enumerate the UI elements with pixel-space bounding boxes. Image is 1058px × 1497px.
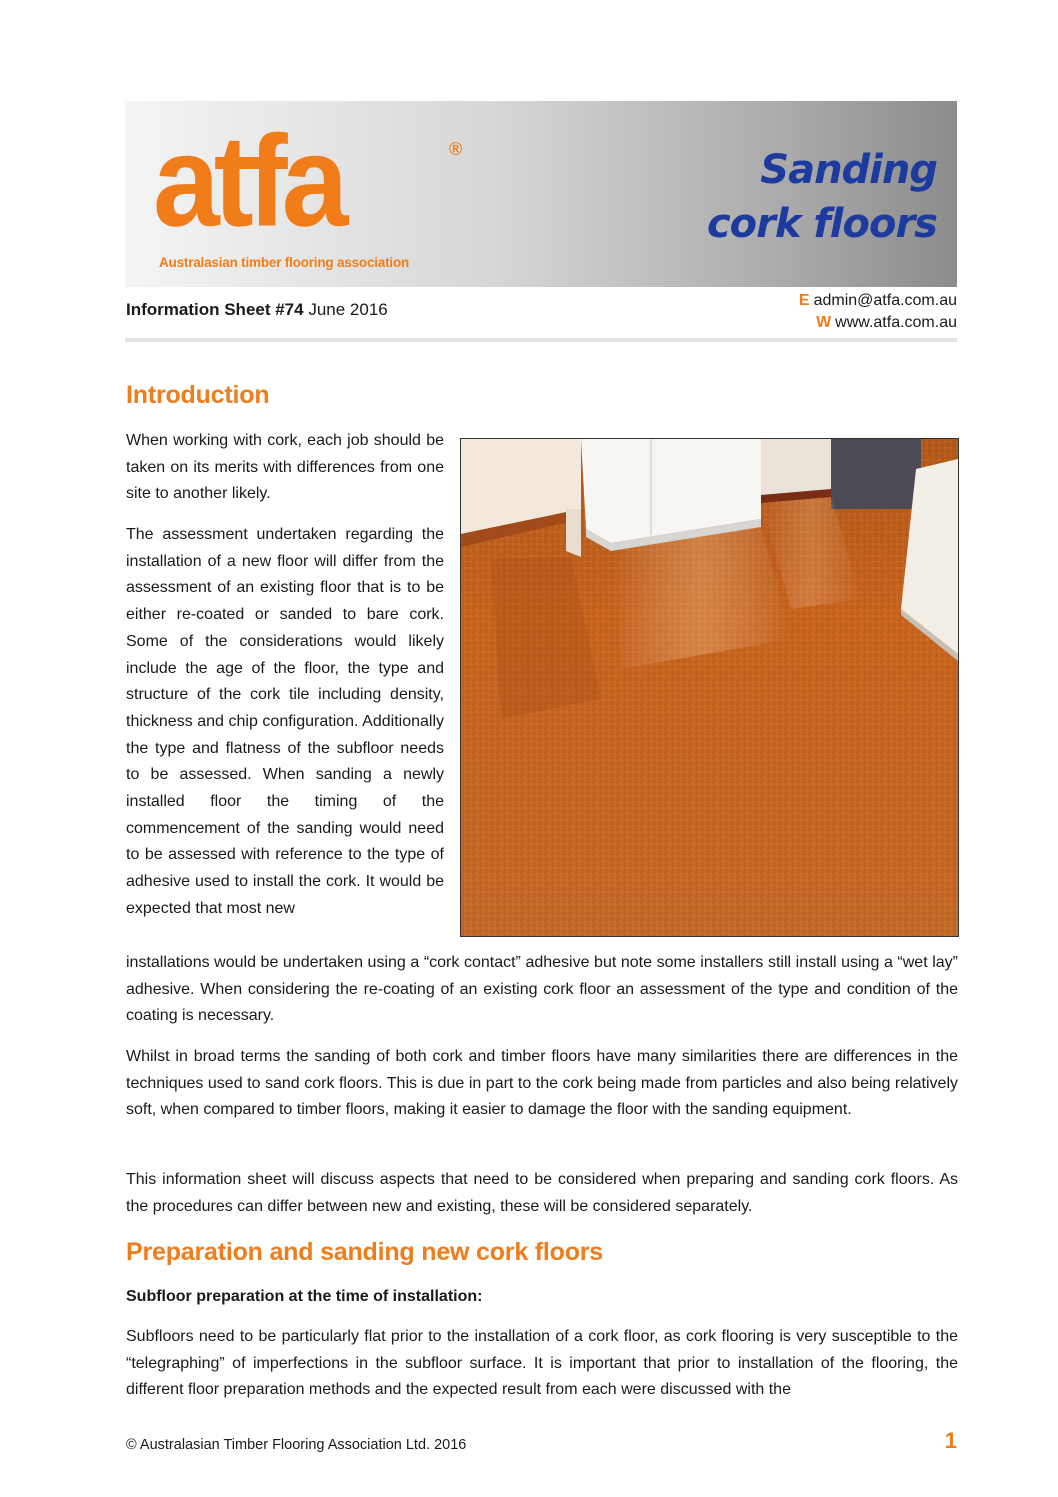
atfa-logo: atfa [153, 108, 343, 254]
header-banner [125, 101, 957, 287]
logo-tagline: Australasian timber flooring association [159, 255, 410, 270]
section-2-heading: Preparation and sanding new cork floors [126, 1238, 604, 1266]
page-number: 1 [944, 1428, 957, 1453]
intro-paragraph-3: Whilst in broad terms the sanding of both cork and timber floors have many similarities there are differences in the techniques used to sand cork floors. This is due in part to the cork being made from particles and also being relatively soft, when compared to timber floors, making it easier to damage the floor with the sanding equipment. [126, 1048, 958, 1119]
intro-paragraph-4: This information sheet will discuss aspects that need to be considered when preparing and sanding cork floors. As the procedures can differ between new and existing, these will be considered separately. [126, 1171, 958, 1215]
sheet-date: June 2016 [308, 300, 388, 319]
cork-floor-photo-image [461, 439, 958, 936]
contact-email-row [799, 290, 957, 312]
section-2-subheading: Subfloor preparation at the time of installation: [126, 1288, 483, 1305]
registered-mark: ® [449, 139, 463, 159]
cork-floor-photo [460, 438, 959, 937]
footer-copyright: © Australasian Timber Flooring Association Ltd. 2016 [126, 1437, 467, 1453]
web-link[interactable]: www.atfa.com.au [835, 314, 957, 331]
email-key: E [798, 292, 810, 309]
web-key: W [816, 314, 832, 331]
sheet-info [126, 300, 388, 320]
intro-paragraph-1: When working with cork, each job should be taken on its merits with differences from one site to another likely. [126, 432, 444, 503]
contact-block [799, 290, 957, 334]
contact-web-row [799, 312, 957, 334]
section-2-paragraph-1: Subfloors need to be particularly flat prior to the installation of a cork floor, as cork flooring is very susceptible to the “telegraphing” of imperfections in the subfloor surface. It is important that prior to installation of the flooring, the different floor preparation methods and the expected result from each were discussed with the [126, 1328, 958, 1399]
title-line-2: cork floors [706, 201, 937, 247]
document-title [707, 143, 937, 251]
intro-heading: Introduction [126, 381, 270, 409]
header-divider [125, 338, 957, 342]
sheet-label: Information Sheet #74 [126, 300, 304, 319]
email-link[interactable]: admin@atfa.com.au [813, 292, 957, 309]
title-line-1: Sanding [760, 147, 937, 193]
intro-paragraph-2-continued: installations would be undertaken using a “cork contact” adhesive but note some installers still install using a “wet lay” adhesive. When considering the re-coating of an existing cork floor an assessment of the type and condition of the coating is necessary. [126, 954, 958, 1025]
intro-paragraph-2: The assessment undertaken regarding the installation of a new floor will differ from the assessment of an existing floor that is to be either re-coated or sanded to bare cork. Some of the considerations would likely include the age of the floor, the type and structure of the cork tile including density, thickness and chip configuration. Additionally the type and flatness of the subfloor needs to be assessed. When sanding a newly installed floor the timing of the commencement of the sanding would need to be assessed with reference to the type of adhesive used to install the cork. It would be expected that most new [126, 526, 444, 917]
